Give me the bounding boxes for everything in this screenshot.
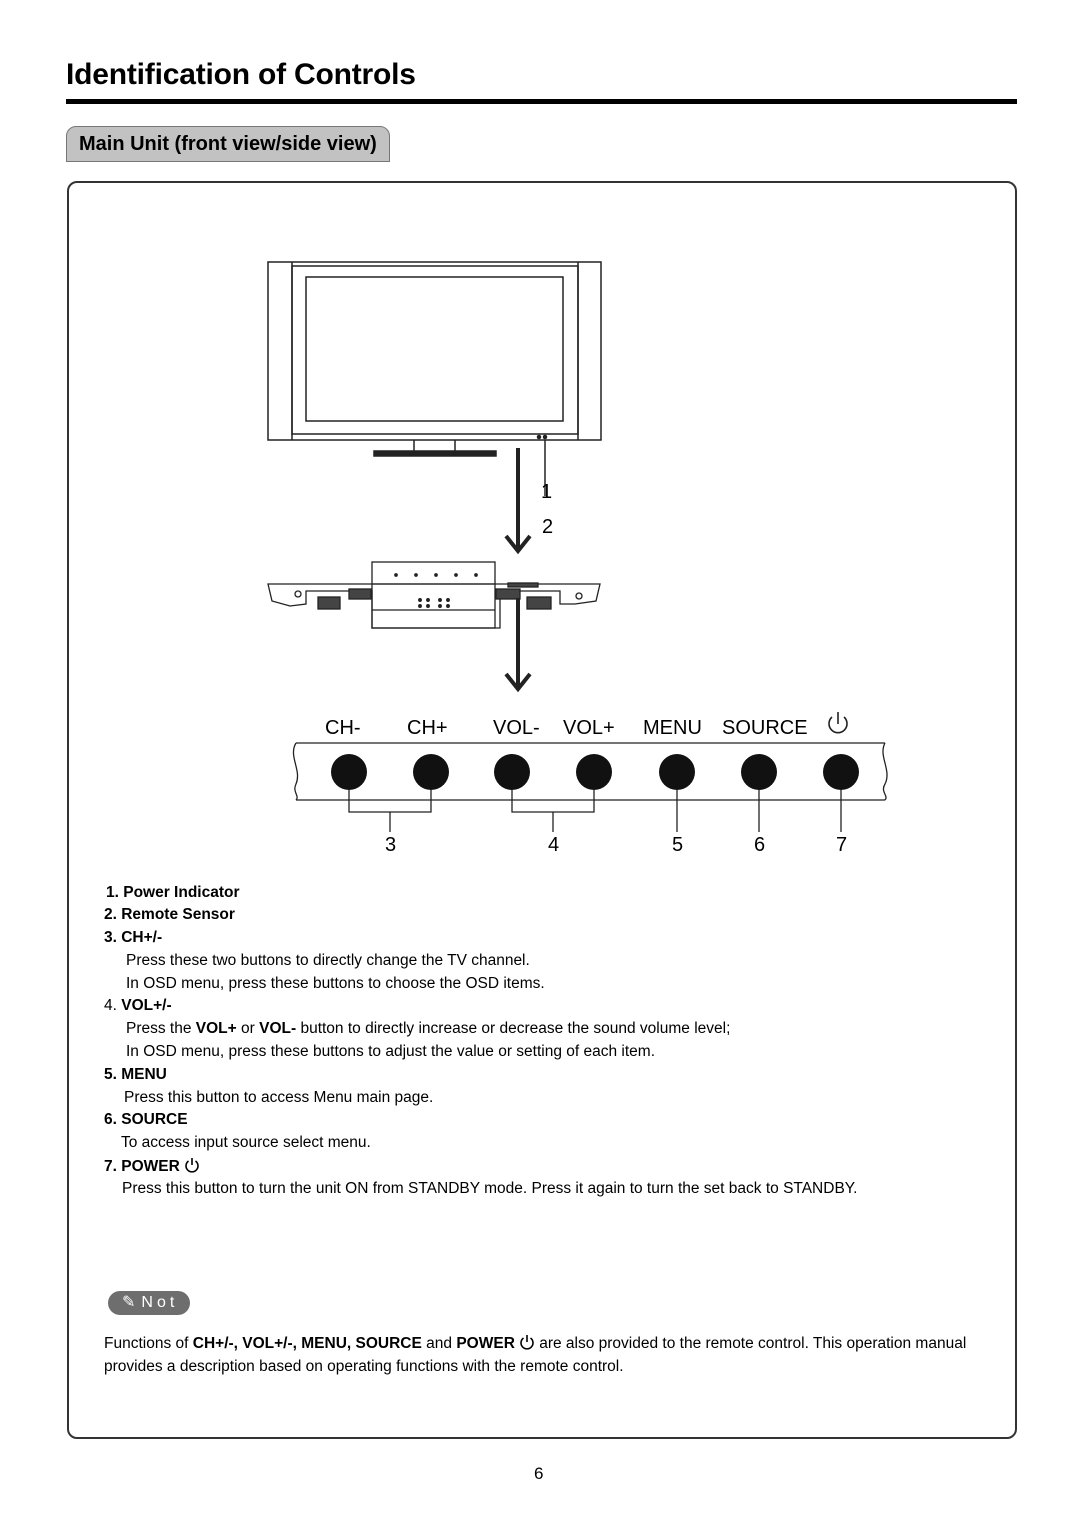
note-text [104, 1332, 984, 1378]
item-menu-line1: Press this button to access Menu main page. [124, 1089, 434, 1106]
power-icon [829, 712, 847, 733]
label-vol-plus: VOL+ [563, 717, 615, 739]
item-vol-heading [104, 997, 172, 1015]
power-button [823, 754, 859, 790]
text-run: and [421, 1335, 457, 1352]
item-vol-title: VOL+/- [121, 997, 172, 1014]
label-source: SOURCE [722, 717, 808, 739]
callout-5: 5 [672, 834, 684, 856]
callout-2: 2 [542, 516, 554, 538]
power-icon [519, 1334, 535, 1350]
label-vol-minus: VOL- [493, 717, 540, 739]
item-ch-line2: In OSD menu, press these buttons to choose the OSD items. [126, 975, 545, 992]
callout-7: 7 [836, 834, 848, 856]
callout-1: 1 [541, 481, 553, 503]
callout-3: 3 [385, 834, 397, 856]
item-vol-number: 4. [104, 997, 122, 1014]
page-title: Identification of Controls [66, 58, 416, 91]
text-run: CH+/-, VOL+/-, MENU, SOURCE [192, 1335, 422, 1352]
ch-plus-button [413, 754, 449, 790]
tv-front-view [268, 262, 601, 456]
note-badge-label: Not [141, 1294, 179, 1311]
label-ch-minus: CH- [325, 717, 361, 739]
item-power-heading [104, 1157, 200, 1176]
item-power-title: 7. POWER [104, 1158, 180, 1175]
power-icon [184, 1157, 200, 1173]
item-source-line1: To access input source select menu. [121, 1134, 371, 1151]
item-menu-heading: 5. MENU [104, 1066, 167, 1083]
text-run: VOL- [259, 1020, 297, 1037]
arrow-down [506, 598, 530, 689]
label-menu: MENU [643, 717, 702, 739]
pencil-icon: ✎ [122, 1294, 136, 1311]
item-ch-heading: 3. CH+/- [104, 929, 163, 946]
note-badge [108, 1291, 190, 1315]
text-run: POWER [456, 1335, 515, 1352]
item-power-line1: Press this button to turn the unit ON from STANDBY mode. Press it again to turn the set back to STANDBY. [122, 1180, 858, 1197]
text-run: or [236, 1020, 260, 1037]
text-run: Press the [126, 1020, 196, 1037]
item-vol-line1 [126, 1020, 730, 1038]
item-remote-sensor: 2. Remote Sensor [104, 906, 235, 923]
text-run: are also provided to the remote control. This operation manual provides a description based on operating functions with the remote control. [104, 1335, 967, 1375]
text-run: button to directly increase or decrease the sound volume level; [296, 1020, 731, 1037]
item-vol-line2: In OSD menu, press these buttons to adjust the value or setting of each item. [126, 1043, 656, 1060]
ch-minus-button [331, 754, 367, 790]
arrow-down [506, 448, 530, 551]
callout-brackets [349, 790, 841, 832]
section-heading: Main Unit (front view/side view) [66, 126, 390, 162]
vol-plus-button [576, 754, 612, 790]
text-run: Functions of [104, 1335, 193, 1352]
item-ch-line1: Press these two buttons to directly change the TV channel. [126, 952, 530, 969]
menu-button [659, 754, 695, 790]
source-button [741, 754, 777, 790]
text-run: VOL+ [195, 1020, 237, 1037]
callout-6: 6 [754, 834, 766, 856]
item-source-heading: 6. SOURCE [104, 1111, 188, 1128]
callout-4: 4 [548, 834, 560, 856]
tv-side-view [268, 562, 600, 628]
label-ch-plus: CH+ [407, 717, 448, 739]
page-number: 6 [534, 1464, 544, 1483]
vol-minus-button [494, 754, 530, 790]
item-power-indicator: 1. Power Indicator [106, 884, 240, 901]
